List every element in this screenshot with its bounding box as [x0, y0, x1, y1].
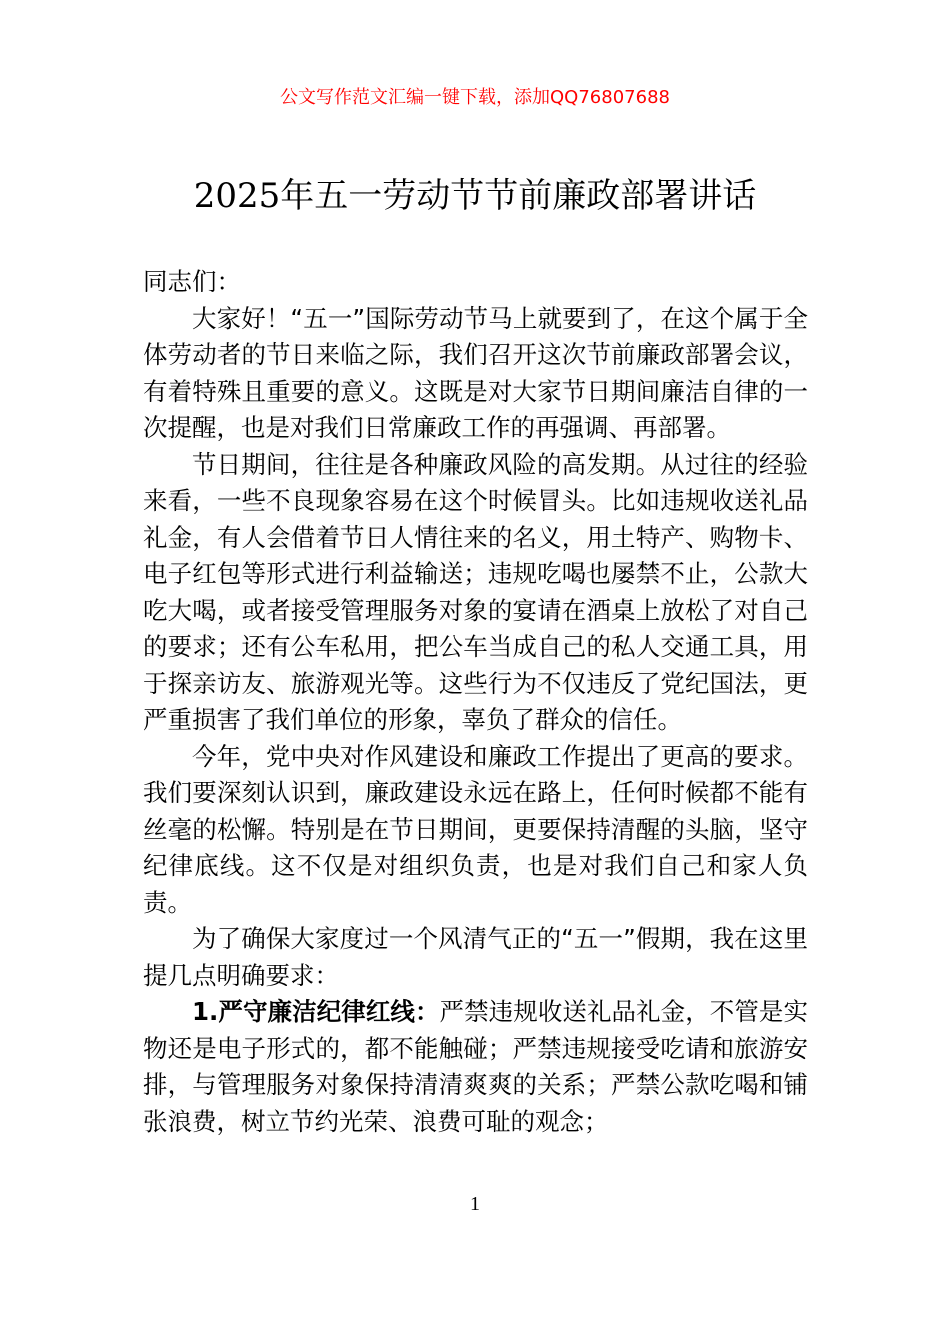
- document-body: [143, 264, 808, 1140]
- salutation: 同志们：: [143, 267, 241, 296]
- page-number: 1: [470, 1193, 480, 1215]
- header-note: 公文写作范文汇编一键下载，添加QQ76807688: [280, 87, 670, 108]
- page-title: 2025年五一劳动节节前廉政部署讲话: [193, 176, 757, 216]
- requirement-item-1: [143, 994, 808, 1140]
- paragraph-4: 为了确保大家度过一个风清气正的“五一”假期，我在这里提几点明确要求：: [143, 924, 808, 990]
- paragraph-1: 大家好！“五一”国际劳动节马上就要到了，在这个属于全体劳动者的节日来临之际，我们召开这次节前廉政部署会议，有着特殊且重要的意义。这既是对大家节日期间廉洁自律的一次提醒，也是对我们日常廉政工作的再强调、再部署。: [143, 303, 808, 442]
- requirement-item-1-lead: 1.严守廉洁纪律红线：: [192, 997, 440, 1026]
- paragraph-2: 节日期间，往往是各种廉政风险的高发期。从过往的经验来看，一些不良现象容易在这个时候冒头。比如违规收送礼品礼金，有人会借着节日人情往来的名义，用土特产、购物卡、电子红包等形式进行利益输送；违规吃喝也屡禁不止，公款大吃大喝，或者接受管理服务对象的宴请在酒桌上放松了对自己的要求；还有公车私用，把公车当成自己的私人交通工具，用于探亲访友、旅游观光等。这些行为不仅违反了党纪国法，更严重损害了我们单位的形象，辜负了群众的信任。: [143, 449, 808, 734]
- requirement-item-1-text: 严禁违规收送礼品礼金，不管是实物还是电子形式的，都不能触碰；严禁违规接受吃请和旅游安排，与管理服务对象保持清清爽爽的关系；严禁公款吃喝和铺张浪费，树立节约光荣、浪费可耻的观念；: [143, 997, 809, 1136]
- paragraph-3: 今年，党中央对作风建设和廉政工作提出了更高的要求。我们要深刻认识到，廉政建设永远在路上，任何时候都不能有丝毫的松懈。特别是在节日期间，更要保持清醒的头脑，坚守纪律底线。这不仅是对组织负责，也是对我们自己和家人负责。: [143, 741, 808, 917]
